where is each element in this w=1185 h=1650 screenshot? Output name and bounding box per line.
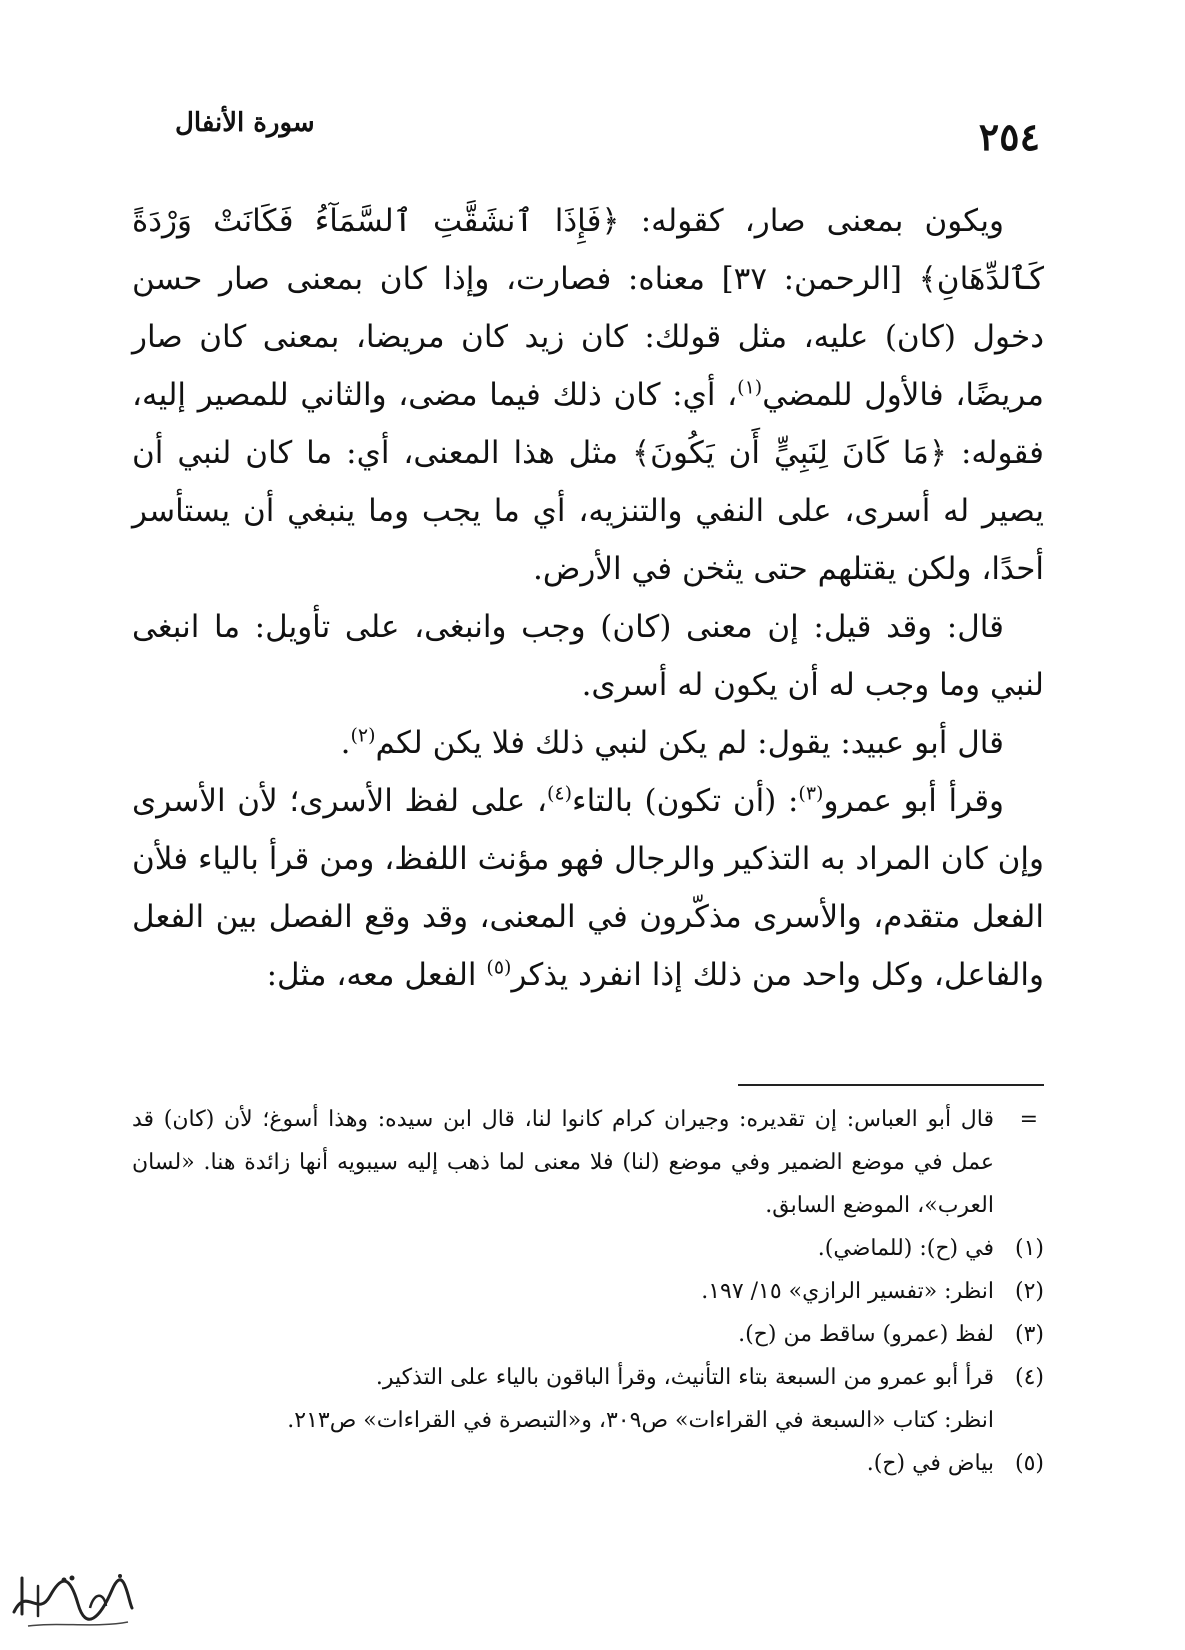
footnote-5 [132, 1442, 1044, 1485]
footnote-ref-4: (٤) [546, 782, 573, 805]
text-run: الفعل معه، مثل: [266, 957, 487, 993]
quran-verse: ﴿مَا كَانَ لِنَبِيٍّ أَن يَكُونَ﴾ [632, 435, 948, 471]
footnote-text: قرأ أبو عمرو من السبعة بتاء التأنيث، وقرأ الباقون بالياء على التذكير. [375, 1365, 994, 1390]
footnote-number: (٥) [1014, 1451, 1044, 1476]
main-text [132, 192, 1044, 1004]
text-run: قال أبو عبيد: يقول: لم يكن لنبي ذلك فلا يكن لكم [375, 725, 1004, 761]
paragraph-2: قال: وقد قيل: إن معنى (كان) وجب وانبغى، على تأويل: ما انبغى لنبي وما وجب له أن يكون له أسرى. [132, 609, 1044, 703]
footnote-ref-1: (١) [737, 376, 763, 399]
footnotes [132, 1098, 1044, 1485]
text-run: . [340, 725, 351, 761]
text-run: ، على لفظ الأسرى؛ لأن الأسرى وإن كان المراد به التذكير والرجال فهو مؤنث اللفظ، ومن قرأ بالياء فلأن الفعل متقدم، والأسرى مذكّرون في المعنى، وقد وقع الفصل بين الفعل والفاعل، وكل واحد من ذلك إذا انفرد يذكر [132, 783, 1044, 993]
page-number: ٢٥٤ [978, 114, 1040, 159]
footnote-text: انظر: «تفسير الرازي» ١٥/ ١٩٧. [701, 1279, 994, 1304]
footnote-number: (٤) [1014, 1365, 1044, 1390]
text-run: ويكون بمعنى صار، كقوله: [619, 203, 1004, 239]
quran-verse: ﴿فَإِذَا ٱنشَقَّتِ ٱلسَّمَآءُ فَكَانَتْ وَرْدَةً كَٱلدِّهَانِ﴾ [132, 203, 1045, 297]
footnote-number: (٣) [1014, 1322, 1044, 1347]
paragraph-1 [132, 192, 1044, 598]
footnote-number: (١) [1014, 1236, 1044, 1261]
text-run: مثل هذا المعنى، أي: ما كان لنبي أن يصير له أسرى، على النفي والتنزيه، أي ما يجب وما ينبغي أن يستأسر أحدًا، ولكن يقتلهم حتى يثخن في الأرض. [132, 435, 1044, 587]
footnote-1 [132, 1227, 1044, 1270]
footnote-divider [738, 1084, 1044, 1086]
text-run: [الرحمن: ٣٧] معناه: فصارت، وإذا كان بمعنى صار حسن دخول (كان) عليه، مثل قولك: كان زيد كان مريضا، بمعنى كان صار مريضًا، فالأول للمضي [132, 261, 1045, 413]
paragraph-3 [132, 714, 1044, 772]
footnote-ref-2: (٢) [350, 724, 376, 747]
footnote-ref-5: (٥) [486, 956, 512, 979]
publisher-logo [8, 1556, 138, 1636]
footnote-ref-3: (٣) [798, 782, 824, 805]
footnote-3 [132, 1313, 1044, 1356]
footnote-text: بياض في (ح). [866, 1451, 994, 1476]
footnote-4-extra: انظر: كتاب «السبعة في القراءات» ص٣٠٩، و«التبصرة في القراءات» ص٢١٣. [287, 1408, 994, 1433]
footnote-continuation [132, 1098, 1044, 1227]
footnote-text: في (ح): (للماضي). [817, 1236, 994, 1261]
page-header [140, 100, 1040, 170]
text-run: ، أي: كان ذلك فيما مضى، والثاني للمصير إليه، فقوله: [132, 377, 1044, 471]
footnote-text: لفظ (عمرو) ساقط من (ح). [738, 1322, 994, 1347]
continuation-mark: = [1019, 1107, 1038, 1132]
paragraph-4 [132, 772, 1044, 1004]
text-run: وقرأ أبو عمرو [823, 783, 1004, 819]
footnote-2 [132, 1270, 1044, 1313]
footnote-text: قال أبو العباس: إن تقديره: وجيران كرام كانوا لنا، قال ابن سيده: وهذا أسوغ؛ لأن (كان) قد عمل في موضع الضمير وفي موضع (لنا) فلا معنى لما ذهب إليه سيبويه أنها زائدة هنا. «لسان العرب»، الموضع السابق. [132, 1107, 994, 1218]
footnote-4 [132, 1356, 1044, 1399]
surah-title: سورة الأنفال [175, 108, 315, 138]
text-run: : (أن تكون) بالتاء [572, 783, 799, 819]
footnote-number: (٢) [1014, 1279, 1044, 1304]
